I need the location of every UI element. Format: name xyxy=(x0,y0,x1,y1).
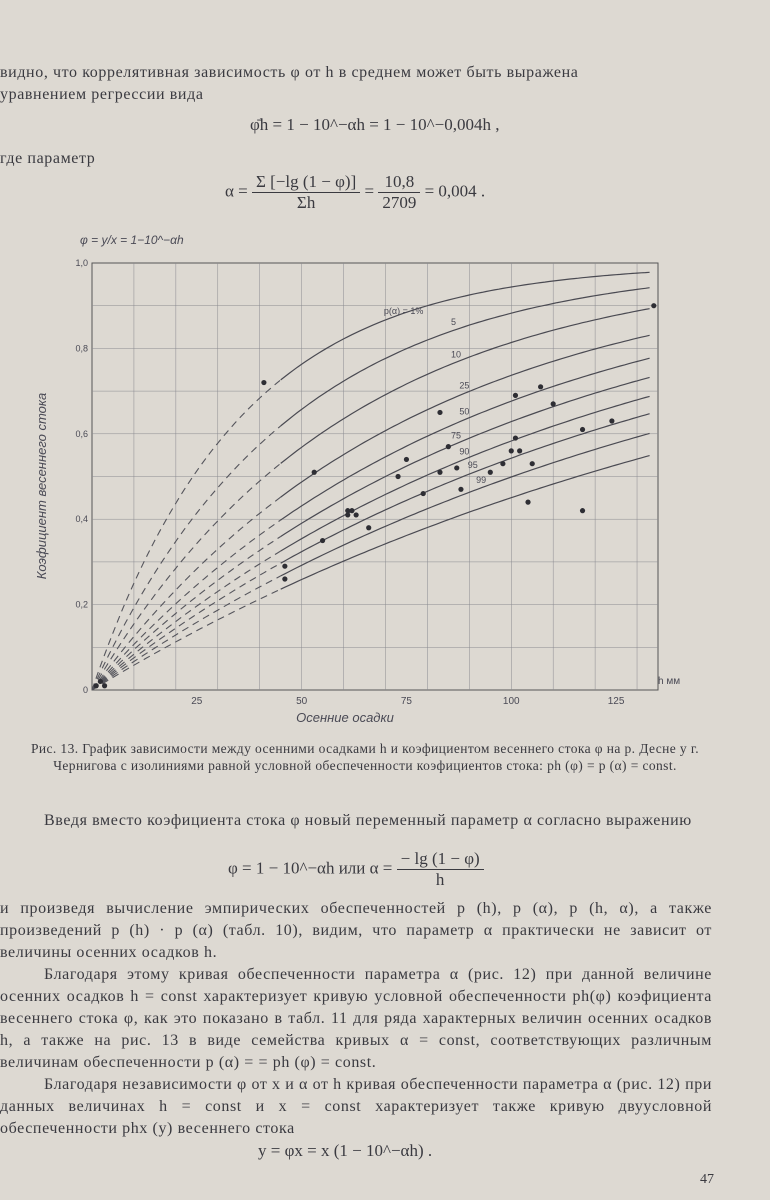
curve-label-0: p(α) = 1% xyxy=(383,305,424,316)
data-point xyxy=(282,564,287,569)
chart-xlabel: Осенние осадки xyxy=(296,710,394,725)
y-tick-label: 0 xyxy=(82,685,88,695)
data-point xyxy=(500,461,505,466)
curve-solid-1 xyxy=(281,288,650,426)
y-tick-label: 0,8 xyxy=(75,343,88,354)
curve-dashed-6 xyxy=(92,551,281,690)
data-point xyxy=(513,393,518,398)
data-point xyxy=(458,487,463,492)
intro-line-1: видно, что коррелятивная зависимость φ от h в среднем может быть выражена xyxy=(0,64,579,81)
data-point xyxy=(98,679,103,684)
formula-alpha-den2: 2709 xyxy=(382,193,417,212)
data-point xyxy=(261,380,266,385)
curve-solid-7 xyxy=(281,414,650,564)
data-point xyxy=(404,457,409,462)
chart-ticks xyxy=(75,258,624,707)
chart-x-unit: h мм xyxy=(658,676,680,687)
curve-label-6: 90 xyxy=(459,446,470,457)
chart-grid xyxy=(92,263,658,690)
x-tick-label: 125 xyxy=(607,696,625,707)
formula-alpha xyxy=(225,172,485,213)
formula-phi xyxy=(228,849,484,890)
paragraph-4: Благодаря независимости φ от x и α от h кривая обеспеченности параметра α (рис. 12) при данных величинах h = const и x = const характеризует также кривую двуусловной обеспеченности phx (y) весеннего стока xyxy=(0,1076,712,1137)
y-tick-label: 1,0 xyxy=(75,258,88,268)
data-point xyxy=(345,512,350,517)
formula-phi-den: h xyxy=(435,870,445,889)
curve-label-8: 99 xyxy=(476,475,487,486)
y-tick-label: 0,4 xyxy=(75,514,88,525)
data-point xyxy=(94,683,99,688)
curve-label-4: 50 xyxy=(459,406,470,417)
curve-label-7: 95 xyxy=(467,459,478,470)
y-tick-label: 0,6 xyxy=(75,428,88,439)
chart-handwritten-label: φ = y/x = 1−10^−αh xyxy=(80,233,184,247)
data-point xyxy=(609,418,614,423)
formula-phi-lhs: φ = 1 − 10^−αh или α = xyxy=(228,858,393,878)
curve-dashed-9 xyxy=(92,589,281,690)
data-point xyxy=(580,508,585,513)
paragraph-2: и произведя вычисление эмпирических обеспеченностей p (h), p (α), p (h, α), а также произведений p (h) · p (α) (табл. 10), видим, что параметр α практически не зависит от величины осенних осадков h. xyxy=(0,900,712,961)
x-tick-label: 100 xyxy=(502,696,520,707)
formula-regression: φ̄h = 1 − 10^−αh = 1 − 10^−0,004h , xyxy=(250,115,500,134)
data-point xyxy=(454,465,459,470)
x-tick-label: 25 xyxy=(191,696,203,707)
data-point xyxy=(513,435,518,440)
paragraph-1: Введя вместо коэфициента стока φ новый переменный параметр α согласно выражению xyxy=(44,812,692,829)
x-tick-label: 75 xyxy=(400,696,413,707)
data-point xyxy=(366,525,371,530)
formula-alpha-frac2 xyxy=(378,172,420,213)
page-number: 47 xyxy=(700,1172,714,1187)
chart-ylabel: Коэфициент весеннего стока xyxy=(34,392,49,580)
curve-dashed-2 xyxy=(92,463,281,690)
paragraph-3: Благодаря этому кривая обеспеченности параметра α (рис. 12) при данной величине осенних осадков h = const характеризует кривую условной обеспеченности ph(φ) коэфициента весеннего стока φ, как это показано в табл. 11 для ряда характерных величин осенних осадков h, а также на рис. 13 в виде семейства кривых α = const, соответствующих различным величинам обеспеченности p (α) = = ph (φ) = const. xyxy=(0,966,712,1071)
data-point xyxy=(580,427,585,432)
curve-label-5: 75 xyxy=(450,430,461,441)
curve-solid-5 xyxy=(281,377,650,536)
data-point xyxy=(354,512,359,517)
data-point xyxy=(551,401,556,406)
curve-dashed-1 xyxy=(92,426,281,690)
formula-phi-frac xyxy=(397,849,484,890)
curve-label-2: 10 xyxy=(450,349,461,360)
curve-label-3: 25 xyxy=(459,380,470,391)
data-point xyxy=(651,303,656,308)
formula-alpha-eq: = xyxy=(364,181,375,201)
figure-caption: Рис. 13. График зависимости между осенними осадками h и коэфициентом весеннего стока φ на р. Десне у г. Чернигова с изолиниями равной условной обеспеченности коэфициентов стока: ph (φ) = p (α) = const. xyxy=(30,741,700,773)
formula-y: y = φx = x (1 − 10^−αh) . xyxy=(258,1141,433,1160)
formula-phi-num: − lg (1 − φ) xyxy=(397,849,484,870)
data-point xyxy=(488,470,493,475)
data-point xyxy=(421,491,426,496)
data-point xyxy=(525,500,530,505)
data-point xyxy=(517,448,522,453)
x-tick-label: 50 xyxy=(296,696,308,707)
y-tick-label: 0,2 xyxy=(75,599,88,610)
formula-alpha-result: = 0,004 . xyxy=(424,181,486,201)
data-point xyxy=(530,461,535,466)
formula-alpha-lhs: α = xyxy=(225,181,248,201)
formula-alpha-frac1 xyxy=(252,172,360,213)
data-point xyxy=(320,538,325,543)
data-point xyxy=(437,470,442,475)
data-point xyxy=(538,384,543,389)
formula-alpha-num: Σ [−lg (1 − φ)] xyxy=(252,172,360,193)
formula-alpha-num2: 10,8 xyxy=(378,172,420,193)
curve-label-1: 5 xyxy=(450,316,456,327)
intro-line-2: уравнением регрессии вида xyxy=(0,86,204,103)
data-point xyxy=(395,474,400,479)
data-point xyxy=(509,448,514,453)
curve-dashed-7 xyxy=(92,563,281,690)
data-point xyxy=(282,576,287,581)
formula-alpha-den: Σh xyxy=(296,193,316,212)
data-point xyxy=(312,470,317,475)
data-point xyxy=(349,508,354,513)
data-point xyxy=(102,683,107,688)
figure-13-chart xyxy=(30,228,680,733)
where-param: где параметр xyxy=(0,150,96,167)
text-intro xyxy=(0,62,712,106)
chart-points xyxy=(94,303,657,688)
data-point xyxy=(437,410,442,415)
curve-dashed-4 xyxy=(92,520,281,690)
data-point xyxy=(446,444,451,449)
